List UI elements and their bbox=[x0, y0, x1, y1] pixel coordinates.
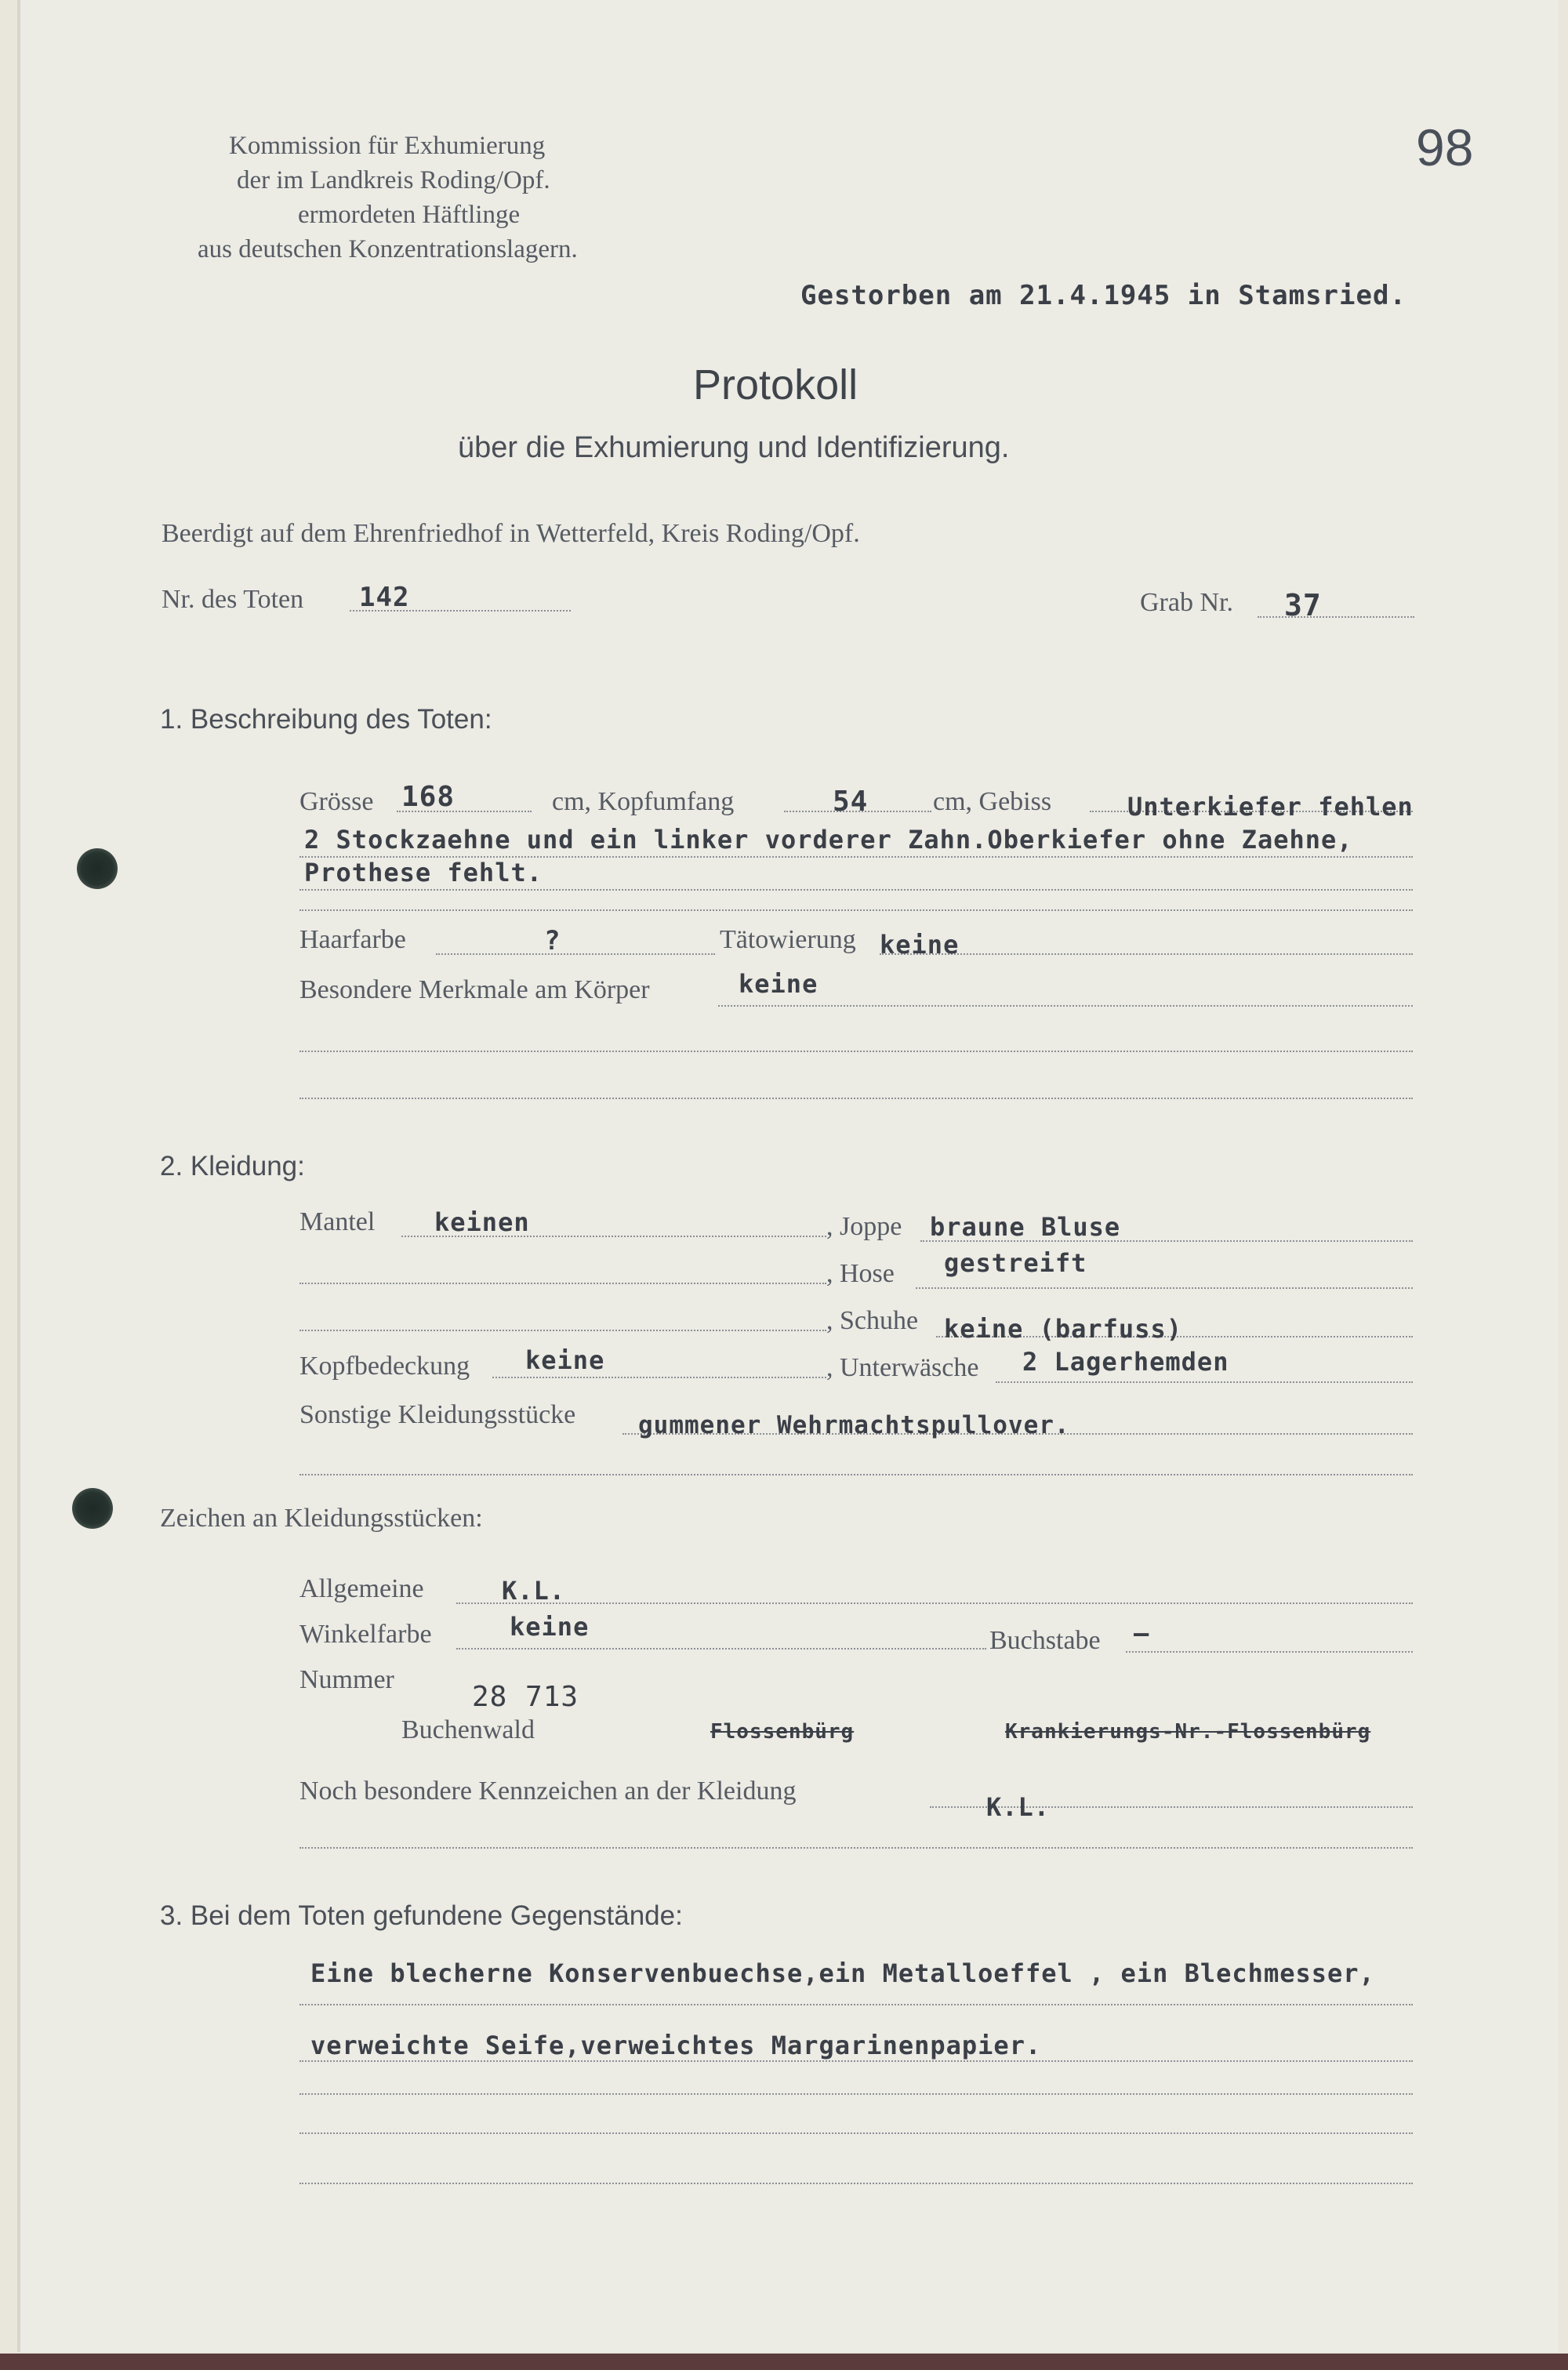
quarantine-label: Krankierungs-Nr.-Flossenbürg bbox=[1005, 1720, 1371, 1744]
marks-label: Besondere Merkmale am Körper bbox=[299, 975, 650, 1004]
underwear-label: , Unterwäsche bbox=[826, 1353, 979, 1382]
punch-hole-top bbox=[77, 848, 118, 889]
head-value: 54 bbox=[833, 786, 869, 818]
coat-label: Mantel bbox=[299, 1207, 376, 1236]
other-clothing-label: Sonstige Kleidungsstücke bbox=[299, 1400, 576, 1429]
tattoo-label: Tätowierung bbox=[720, 925, 856, 954]
buchenwald-label: Buchenwald bbox=[401, 1715, 535, 1744]
grave-no-label: Grab Nr. bbox=[1140, 588, 1233, 617]
page-subtitle: über die Exhumierung und Identifizierung. bbox=[458, 431, 1010, 464]
flossenburg-label: Flossenbürg bbox=[710, 1720, 855, 1744]
section1-heading: 1. Beschreibung des Toten: bbox=[160, 704, 492, 735]
winkel-label: Winkelfarbe bbox=[299, 1620, 432, 1649]
underwear-value: 2 Lagerhemden bbox=[1022, 1347, 1229, 1377]
coat-value: keinen bbox=[434, 1207, 530, 1237]
number-label: Nummer bbox=[299, 1665, 394, 1694]
size-label: Grösse bbox=[299, 787, 374, 816]
cm-teeth-label: cm, Gebiss bbox=[933, 787, 1052, 816]
section3-heading: 3. Bei dem Toten gefundene Gegenstände: bbox=[160, 1900, 683, 1931]
tattoo-value: keine bbox=[880, 930, 960, 960]
died-note: Gestorben am 21.4.1945 in Stamsried. bbox=[800, 280, 1406, 311]
scan-edge bbox=[0, 2354, 1568, 2370]
teeth-line-3: Prothese fehlt. bbox=[304, 858, 543, 887]
grave-no-value: 37 bbox=[1284, 588, 1322, 622]
letter-label: Buchstabe bbox=[989, 1626, 1101, 1655]
shoes-value: keine (barfuss) bbox=[944, 1314, 1182, 1344]
jacket-label: , Joppe bbox=[826, 1212, 902, 1241]
commission-line-3: ermordeten Häftlinge bbox=[298, 201, 521, 229]
special-marks-label: Noch besondere Kennzeichen an der Kleidung bbox=[299, 1777, 797, 1806]
general-label: Allgemeine bbox=[299, 1574, 424, 1603]
other-clothing-value: gummener Wehrmachtspullover. bbox=[638, 1411, 1070, 1439]
page-number: 98 bbox=[1416, 118, 1474, 176]
dead-no-value: 142 bbox=[359, 582, 410, 613]
section2-heading: 2. Kleidung: bbox=[160, 1151, 305, 1181]
teeth-line-1: Unterkiefer fehlen bbox=[1127, 792, 1414, 822]
items-line-1: Eine blecherne Konservenbuechse,ein Metalloeffel , ein Blechmesser, bbox=[310, 1958, 1375, 1988]
items-line-2: verweichte Seife,verweichtes Margarinenpapier. bbox=[310, 2031, 1042, 2060]
trousers-value: gestreift bbox=[944, 1248, 1087, 1278]
marks-heading: Zeichen an Kleidungsstücken: bbox=[160, 1504, 483, 1533]
hair-label: Haarfarbe bbox=[299, 925, 406, 954]
burial-text: Beerdigt auf dem Ehrenfriedhof in Wetterfeld, Kreis Roding/Opf. bbox=[162, 519, 860, 548]
trousers-label: , Hose bbox=[826, 1259, 895, 1288]
headwear-label: Kopfbedeckung bbox=[299, 1352, 470, 1381]
cm-head-label: cm, Kopfumfang bbox=[552, 787, 735, 816]
winkel-value: keine bbox=[510, 1612, 590, 1642]
special-marks-value: K.L. bbox=[986, 1792, 1051, 1822]
teeth-line-2: 2 Stockzaehne und ein linker vorderer Zahn.Oberkiefer ohne Zaehne, bbox=[304, 825, 1353, 855]
number-value: 28 713 bbox=[472, 1681, 579, 1713]
letter-value: — bbox=[1134, 1618, 1150, 1648]
page-title: Protokoll bbox=[693, 361, 858, 408]
hair-value: ? bbox=[544, 925, 561, 956]
size-value: 168 bbox=[401, 781, 456, 813]
punch-hole-bottom bbox=[72, 1488, 113, 1529]
commission-line-2: der im Landkreis Roding/Opf. bbox=[237, 166, 550, 194]
general-value: K.L. bbox=[502, 1576, 566, 1606]
dead-no-label: Nr. des Toten bbox=[162, 585, 304, 614]
commission-line-1: Kommission für Exhumierung bbox=[229, 132, 546, 160]
commission-line-4: aus deutschen Konzentrationslagern. bbox=[198, 235, 578, 263]
document-page bbox=[17, 0, 1559, 2352]
shoes-label: , Schuhe bbox=[826, 1306, 919, 1335]
jacket-value: braune Bluse bbox=[930, 1212, 1121, 1242]
headwear-value: keine bbox=[525, 1345, 605, 1375]
marks-value: keine bbox=[739, 969, 818, 999]
